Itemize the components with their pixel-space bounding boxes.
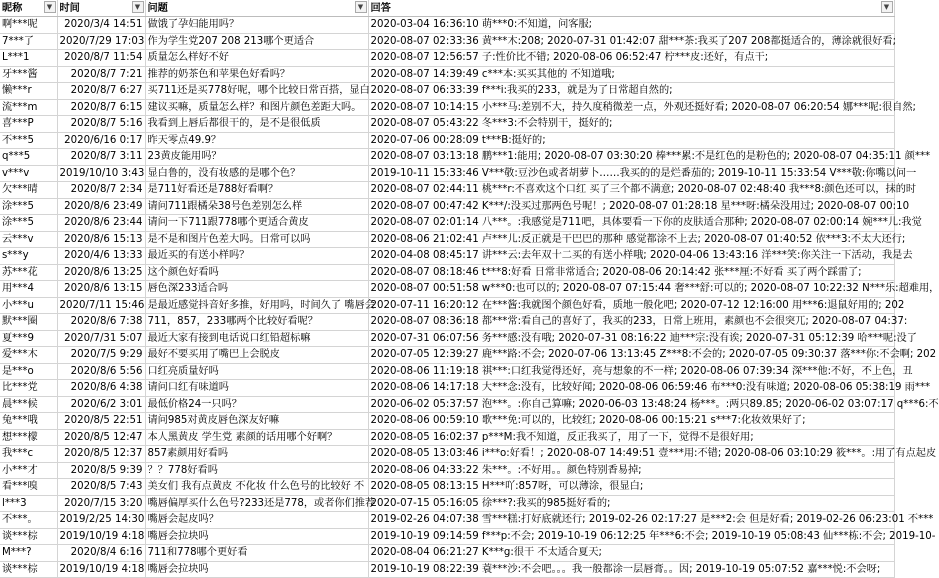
- nickname-cell[interactable]: 不***。: [0, 512, 57, 529]
- header-cell-question[interactable]: 问题 ▼: [145, 0, 368, 17]
- table-row: [0, 363, 894, 380]
- question-cell[interactable]: 嘴唇会起皮吗？: [145, 512, 368, 529]
- table-row: [0, 528, 894, 545]
- answer-cell[interactable]: 2020-08-07 00:51:58 w***0:也可以的; 2020-08-07 07:15:44 奢***舒:可以的; 2020-08-07 10:22:32 N***乐:超难用，: [368, 281, 894, 298]
- nickname-cell[interactable]: 云***v: [0, 231, 57, 248]
- answer-cell[interactable]: 2020-08-04 06:21:27 K***g:很干 不太适合夏天;: [368, 545, 894, 562]
- answer-cell[interactable]: 2020-08-05 13:03:46 i***o:好看！; 2020-08-07 14:49:51 壹***用:不错; 2020-08-06 03:10:29 筱***。:用了有点起皮: [368, 446, 894, 463]
- question-cell[interactable]: 最近大家有接到电话说口红铅超标嘛: [145, 330, 368, 347]
- answer-cell[interactable]: 2020-07-15 05:16:05 徐***?:我买的985挺好看的;: [368, 495, 894, 512]
- answer-cell[interactable]: 2020-08-07 14:39:49 c***本:买买其他的 不知道哦;: [368, 66, 894, 83]
- nickname-cell[interactable]: 我***c: [0, 446, 57, 463]
- answer-cell[interactable]: 2020-07-05 12:39:27 鹿***路:不会; 2020-07-06 13:13:45 Z***8:不会的; 2020-07-05 09:30:37 落***你:不会啊; 202: [368, 347, 894, 364]
- question-cell[interactable]: 最低价格24一只吗？: [145, 396, 368, 413]
- time-cell[interactable]: 2020/8/6 13:15: [57, 281, 145, 298]
- question-cell[interactable]: 请问711跟橘朵38号色差别怎么样: [145, 198, 368, 215]
- question-cell[interactable]: 711和778哪个更好看: [145, 545, 368, 562]
- table-row: [0, 165, 894, 182]
- time-cell[interactable]: 2020/8/6 15:13: [57, 231, 145, 248]
- question-cell[interactable]: 质量怎么样好不好: [145, 50, 368, 67]
- question-cell[interactable]: 口红亮质量好吗: [145, 363, 368, 380]
- answer-cell[interactable]: 2020-08-06 11:19:18 祺***:口红我觉得还好，亮与想象的不一样; 2020-08-06 07:39:34 深***他:不好，不上色，丑: [368, 363, 894, 380]
- time-cell[interactable]: 2020/8/7 11:54: [57, 50, 145, 67]
- question-cell[interactable]: 最近买的有送小样吗？: [145, 248, 368, 265]
- table-row: [0, 561, 894, 578]
- table-row: [0, 545, 894, 562]
- question-cell[interactable]: 是711好看还是788好看啊？: [145, 182, 368, 199]
- nickname-cell[interactable]: 懒***r: [0, 83, 57, 100]
- answer-cell[interactable]: 2020-08-07 02:33:36 黄***木:208; 2020-07-31 01:42:07 甜***茶:我买了207 208都挺适合的，薄涂就很好看;: [368, 33, 894, 50]
- time-cell[interactable]: 2020/8/6 13:25: [57, 264, 145, 281]
- header-cell-nickname[interactable]: 昵称 ▼: [0, 0, 57, 17]
- nickname-cell[interactable]: 牙***酱: [0, 66, 57, 83]
- answer-cell[interactable]: 2020-08-07 08:18:46 t***8:好看 日常非常适合; 2020-08-06 20:14:42 张***厘:不好看 买了两个踩雷了;: [368, 264, 894, 281]
- time-cell[interactable]: 2020/8/6 23:49: [57, 198, 145, 215]
- nickname-cell[interactable]: 流***m: [0, 99, 57, 116]
- nickname-cell[interactable]: 谈***棕: [0, 528, 57, 545]
- time-cell[interactable]: 2019/10/19 4:18: [57, 528, 145, 545]
- nickname-cell[interactable]: 看***嗅: [0, 479, 57, 496]
- question-cell[interactable]: 昨天零点49.9？: [145, 132, 368, 149]
- table-row: [0, 17, 894, 34]
- answer-cell[interactable]: 2020-07-31 06:07:56 务***感:没有哦; 2020-07-31 08:16:22 迪***宗:没有诶; 2020-07-31 05:12:39 哈***呢:没了: [368, 330, 894, 347]
- nickname-cell[interactable]: 默***圈: [0, 314, 57, 331]
- time-cell[interactable]: 2020/8/6 7:38: [57, 314, 145, 331]
- nickname-cell[interactable]: M***?: [0, 545, 57, 562]
- time-cell[interactable]: 2020/7/15 3:20: [57, 495, 145, 512]
- question-cell[interactable]: 唇色深233适合吗: [145, 281, 368, 298]
- nickname-cell[interactable]: 用***4: [0, 281, 57, 298]
- answer-cell[interactable]: 2020-08-05 16:02:37 p***M:我不知道，反正我买了，用了一下，觉得不是很好用;: [368, 429, 894, 446]
- question-cell[interactable]: 请问口红有味道吗: [145, 380, 368, 397]
- nickname-cell[interactable]: 小***u: [0, 297, 57, 314]
- table-row: [0, 83, 894, 100]
- nickname-cell[interactable]: 想***檬: [0, 429, 57, 446]
- question-cell[interactable]: 建议买嘛，质量怎么样？和图片颜色差距大吗。: [145, 99, 368, 116]
- table-row: [0, 297, 894, 314]
- time-cell[interactable]: 2020/8/5 12:47: [57, 429, 145, 446]
- table-row: [0, 446, 894, 463]
- question-cell[interactable]: 推荐的奶茶色和苹果色好看吗？: [145, 66, 368, 83]
- nickname-cell[interactable]: 涂***5: [0, 198, 57, 215]
- nickname-cell[interactable]: 晨***候: [0, 396, 57, 413]
- time-cell[interactable]: 2020/8/7 6:15: [57, 99, 145, 116]
- time-cell[interactable]: 2020/7/29 17:03: [57, 33, 145, 50]
- question-cell[interactable]: 嘴唇偏厚买什么色号?233还是778，或者你们推荐: [145, 495, 368, 512]
- question-cell[interactable]: 请问985对黄皮唇色深友好嘛: [145, 413, 368, 430]
- dropdown-filter-icon[interactable]: ▼: [132, 1, 144, 13]
- nickname-cell[interactable]: 不***5: [0, 132, 57, 149]
- table-row: [0, 116, 894, 133]
- nickname-cell[interactable]: 小***才: [0, 462, 57, 479]
- nickname-cell[interactable]: l***3: [0, 495, 57, 512]
- time-cell[interactable]: 2020/6/2 3:01: [57, 396, 145, 413]
- question-cell[interactable]: 请问一下711跟778哪个更适合黄皮: [145, 215, 368, 232]
- table-row: [0, 33, 894, 50]
- answer-cell[interactable]: 2020-06-02 05:37:57 泡***。:你自己算嘛; 2020-06-03 13:48:24 杨***。:两只89.85; 2020-06-02 03:07:17 q***6:不: [368, 396, 894, 413]
- nickname-cell[interactable]: 比***党: [0, 380, 57, 397]
- nickname-cell[interactable]: 是***o: [0, 363, 57, 380]
- answer-cell[interactable]: 2020-08-06 21:02:41 卢***儿:反正就是干巴巴的那种 感觉都涂不上去; 2020-08-07 01:40:52 依***3:不太大还行;: [368, 231, 894, 248]
- time-cell[interactable]: 2020/3/4 14:51: [57, 17, 145, 34]
- nickname-cell[interactable]: 欠***晴: [0, 182, 57, 199]
- answer-cell[interactable]: 2020-07-06 00:28:09 t***B:挺好的;: [368, 132, 894, 149]
- table-row: [0, 215, 894, 232]
- answer-cell[interactable]: 2020-08-07 10:14:15 小***马:差别不大，持久度稍微差一点，外观还挺好看; 2020-08-07 06:20:54 娜***呢:很自然;: [368, 99, 894, 116]
- nickname-cell[interactable]: 7***了: [0, 33, 57, 50]
- time-cell[interactable]: 2020/7/5 9:29: [57, 347, 145, 364]
- time-cell[interactable]: 2020/8/5 12:37: [57, 446, 145, 463]
- question-cell[interactable]: 23黄皮能用吗？: [145, 149, 368, 166]
- table-row: [0, 264, 894, 281]
- time-cell[interactable]: 2019/2/25 14:30: [57, 512, 145, 529]
- nickname-cell[interactable]: 爱***木: [0, 347, 57, 364]
- dropdown-filter-icon[interactable]: ▼: [44, 1, 56, 13]
- table-row: [0, 50, 894, 67]
- answer-cell[interactable]: 2019-10-11 15:33:46 V***敬:豆沙色或者胡萝卜……我买的的是烂番茄的; 2019-10-11 15:33:54 V***敬:你嘴以问一: [368, 165, 894, 182]
- time-cell[interactable]: 2020/8/6 5:56: [57, 363, 145, 380]
- answer-cell[interactable]: 2020-08-07 08:36:18 都***常:看自己的喜好了，我买的233，日常上班用，素颜也不会很突兀; 2020-08-07 04:37:: [368, 314, 894, 331]
- time-cell[interactable]: 2020/8/5 9:39: [57, 462, 145, 479]
- table-body: [0, 17, 939, 578]
- question-cell[interactable]: 嘴唇会拉块吗: [145, 528, 368, 545]
- table-row: [0, 149, 894, 166]
- table-row: [0, 182, 894, 199]
- answer-cell[interactable]: 2020-08-07 03:13:18 鹏***1:能用; 2020-08-07 03:30:20 棒***累:不是红色的是粉色的; 2020-08-07 04:35:11 颜***: [368, 149, 894, 166]
- time-cell[interactable]: 2020/6/16 0:17: [57, 132, 145, 149]
- table-row: [0, 413, 894, 430]
- question-cell[interactable]: 作为学生党207 208 213哪个更适合: [145, 33, 368, 50]
- nickname-cell[interactable]: 谈***棕: [0, 561, 57, 578]
- answer-cell[interactable]: 2020-08-06 00:59:10 歌***免:可以的，比较红; 2020-08-06 00:15:21 s***7:化妆效果好了;: [368, 413, 894, 430]
- question-cell[interactable]: 这个颜色好看吗: [145, 264, 368, 281]
- answer-cell[interactable]: 2020-07-11 16:20:12 在***酱:我就图个颜色好看，质地一般化吧; 2020-07-12 12:16:00 用***6:退鼠好用的; 202: [368, 297, 894, 314]
- table-row: [0, 512, 894, 529]
- dropdown-filter-icon[interactable]: ▼: [881, 1, 893, 13]
- answer-cell[interactable]: 2020-04-08 08:45:17 讲***云:去年双十二买的有送小样哦; 2020-04-06 13:43:16 洋***笑:你关注一下活动，我是去: [368, 248, 894, 265]
- header-cell-time[interactable]: 时间 ▼: [57, 0, 145, 17]
- table-row: [0, 396, 894, 413]
- time-cell[interactable]: 2020/4/6 13:33: [57, 248, 145, 265]
- question-cell[interactable]: 买711还是买778好呢，哪个比较日常百搭，显白: [145, 83, 368, 100]
- time-cell[interactable]: 2020/8/7 7:21: [57, 66, 145, 83]
- nickname-cell[interactable]: L***1: [0, 50, 57, 67]
- table-row: [0, 231, 894, 248]
- table-row: [0, 198, 894, 215]
- table-row: [0, 462, 894, 479]
- question-cell[interactable]: 857素颜用好看吗: [145, 446, 368, 463]
- nickname-cell[interactable]: q***5: [0, 149, 57, 166]
- time-cell[interactable]: 2020/8/6 4:38: [57, 380, 145, 397]
- time-cell[interactable]: 2020/7/31 5:07: [57, 330, 145, 347]
- time-cell[interactable]: 2020/8/4 6:16: [57, 545, 145, 562]
- answer-cell[interactable]: 2020-08-07 02:01:14 八***。:我感觉是711吧，具体要看一下你的皮肤适合那种; 2020-08-07 02:00:14 婉***儿:我觉: [368, 215, 894, 232]
- answer-cell[interactable]: 2020-08-07 12:56:57 子:性价比不错; 2020-08-06 06:52:47 柠***皮:还好，有点干;: [368, 50, 894, 67]
- answer-cell[interactable]: 2020-08-06 14:17:18 大***念:没有，比较好闻; 2020-08-06 06:59:46 布***0:没有味道; 2020-08-06 05:38:19 雨***: [368, 380, 894, 397]
- answer-cell[interactable]: 2020-08-05 08:13:15 H***吖:857呀，可以薄涂，很显白;: [368, 479, 894, 496]
- time-cell[interactable]: 2020/8/7 5:16: [57, 116, 145, 133]
- answer-cell[interactable]: 2019-02-26 04:07:38 雪***糕:打好底就还行; 2019-02-26 02:17:27 是***2:会 但是好看; 2019-02-26 06:23:01 不***: [368, 512, 894, 529]
- nickname-cell[interactable]: s***y: [0, 248, 57, 265]
- answer-cell[interactable]: 2020-08-07 05:43:22 冬***3:不会特别干，挺好的;: [368, 116, 894, 133]
- question-cell[interactable]: 本人黑黄皮 学生党 素颜的话用哪个好啊？: [145, 429, 368, 446]
- table-row: [0, 330, 894, 347]
- question-cell[interactable]: 做饿了孕妇能用吗？: [145, 17, 368, 34]
- question-cell[interactable]: 是最近感觉抖音好多推，好用吗，时间久了 嘴唇会: [145, 297, 368, 314]
- table-row: [0, 66, 894, 83]
- time-cell[interactable]: 2020/7/11 15:46: [57, 297, 145, 314]
- table-row: [0, 347, 894, 364]
- nickname-cell[interactable]: 涂***5: [0, 215, 57, 232]
- nickname-cell[interactable]: 喜***P: [0, 116, 57, 133]
- table-row: [0, 314, 894, 331]
- time-cell[interactable]: 2020/8/5 7:43: [57, 479, 145, 496]
- time-cell[interactable]: 2020/8/5 22:51: [57, 413, 145, 430]
- question-cell[interactable]: 我看到上唇后都很干的，是不是很低质: [145, 116, 368, 133]
- question-cell[interactable]: 美女们 我有点黄皮 不化妆 什么色号的比较好 不: [145, 479, 368, 496]
- table-row: [0, 495, 894, 512]
- answer-cell[interactable]: 2019-10-19 09:14:59 f***p:不会; 2019-10-19 06:12:25 年***6:不会; 2019-10-19 05:08:43 仙***栋:不会; 2019-10-: [368, 528, 894, 545]
- answer-cell[interactable]: 2019-10-19 08:22:39 蓑***沙:不会吧。。。我一般都涂一层唇膏。。因; 2019-10-19 05:07:52 嘉***悦:不会呀;: [368, 561, 894, 578]
- dropdown-filter-icon[interactable]: ▼: [355, 1, 367, 13]
- answer-cell[interactable]: 2020-08-07 00:47:42 K***/:没买过那两色号呢！; 2020-08-07 01:28:18 星***呀:橘朵没用过; 2020-08-07 00:10: [368, 198, 894, 215]
- table-row: [0, 281, 894, 298]
- table-row: [0, 248, 894, 265]
- question-cell[interactable]: 711，857，233哪两个比较好看呢？: [145, 314, 368, 331]
- answer-cell[interactable]: 2020-08-07 02:44:11 桃***r:不喜欢这个口红 买了三个都不满意; 2020-08-07 02:48:40 我***8:颜色还可以，抹的时: [368, 182, 894, 199]
- question-cell[interactable]: 是不是和图片色差大吗。日常可以吗: [145, 231, 368, 248]
- nickname-cell[interactable]: v***v: [0, 165, 57, 182]
- question-cell[interactable]: 最好不要买用了嘴巴上会脱皮: [145, 347, 368, 364]
- nickname-cell[interactable]: 夏***9: [0, 330, 57, 347]
- table-row: [0, 479, 894, 496]
- table-row: [0, 99, 894, 116]
- question-cell[interactable]: 显白鲁的，没有妆感的是哪个色？: [145, 165, 368, 182]
- header-row: [0, 0, 894, 17]
- time-cell[interactable]: 2020/8/7 3:11: [57, 149, 145, 166]
- table-row: [0, 380, 894, 397]
- time-cell[interactable]: 2019/10/10 3:43: [57, 165, 145, 182]
- time-cell[interactable]: 2020/8/7 6:27: [57, 83, 145, 100]
- nickname-cell[interactable]: 啊***呢: [0, 17, 57, 34]
- answer-cell[interactable]: 2020-08-06 04:33:22 朱***。:不好用。。颜色特别香易掉;: [368, 462, 894, 479]
- time-cell[interactable]: 2019/10/19 4:18: [57, 561, 145, 578]
- table-row: [0, 429, 894, 446]
- nickname-cell[interactable]: 兔***哦: [0, 413, 57, 430]
- table-row: [0, 132, 894, 149]
- question-cell[interactable]: 嘴唇会拉块吗: [145, 561, 368, 578]
- answer-cell[interactable]: 2020-03-04 16:36:10 萌***0:不知道，问客服;: [368, 17, 894, 34]
- time-cell[interactable]: 2020/8/6 23:44: [57, 215, 145, 232]
- header-cell-answer[interactable]: 回答 ▼: [368, 0, 894, 17]
- time-cell[interactable]: 2020/8/7 2:34: [57, 182, 145, 199]
- nickname-cell[interactable]: 苏***花: [0, 264, 57, 281]
- question-cell[interactable]: ？？778好看吗: [145, 462, 368, 479]
- answer-cell[interactable]: 2020-08-07 06:33:39 f***i:我买的233，就是为了日常超自然的;: [368, 83, 894, 100]
